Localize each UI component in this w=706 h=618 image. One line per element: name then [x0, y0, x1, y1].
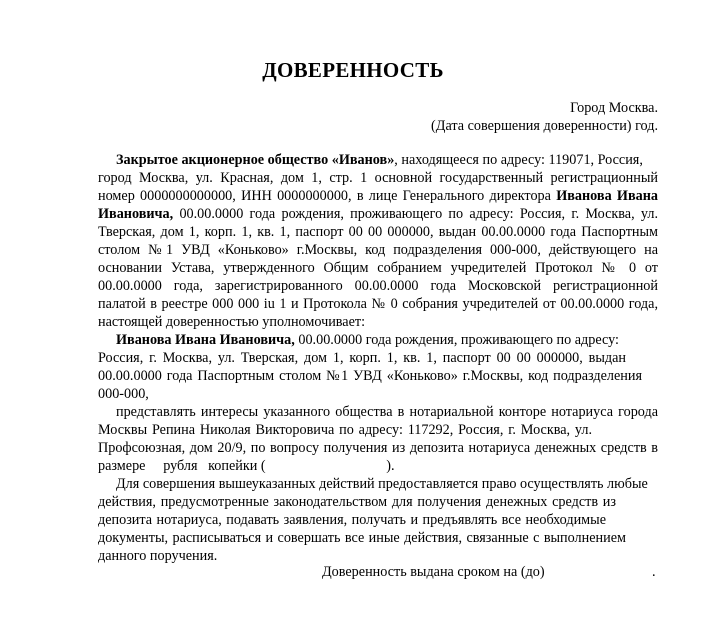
- p3-line-2: Москвы Репина Николая Викторовича по адресу: 117292, Россия, г. Москва, ул.: [98, 422, 592, 438]
- p4-line-4: документы, расписываться и совершать все иные действия, связанные с выполнением: [98, 530, 626, 546]
- p4-line-2: действия, предусмотренные законодательством для получения денежных средств из: [98, 494, 616, 510]
- attorney-name: Иванова Ивана Ивановича,: [116, 332, 295, 348]
- p2-line-3: 00.00.0000 года Паспортным столом №1 УВД «Коньково» г.Москвы, код подразделения: [98, 368, 642, 384]
- document-title: ДОВЕРЕННОСТЬ: [262, 58, 444, 82]
- p1-line-9: палатой в реестре 000 000 iu 1 и Протокола № 0 собрания учредителей от 00.00.0000 года,: [98, 296, 658, 312]
- p2-line-1: Иванова Ивана Ивановича, 00.00.0000 года рождения, проживающего по адресу:: [116, 332, 619, 348]
- p2-line-4: 000-000,: [98, 386, 149, 402]
- director-patronymic: Ивановича,: [98, 206, 174, 222]
- p1-line-5: Тверская, дом 1, корп. 1, кв. 1, паспорт 00 00 000000, выдан 00.00.0000 года Паспортным: [98, 224, 658, 240]
- p1-line-7: основании Устава, утвержденного Общим собранием учредителей Протокол № 0 от: [98, 260, 658, 276]
- p1-line-3: номер 0000000000000, ИНН 0000000000, в лице Генерального директора Иванова Ивана: [98, 188, 658, 204]
- p2-line-2: Россия, г. Москва, ул. Тверская, дом 1, корп. 1, кв. 1, паспорт 00 00 000000, выдан: [98, 350, 626, 366]
- p1-line-2: город Москва, ул. Красная, дом 1, стр. 1 основной государственный регистрационный: [98, 170, 658, 186]
- company-name: Закрытое акционерное общество «Иванов»: [116, 152, 395, 168]
- date-line: (Дата совершения доверенности) год.: [431, 118, 658, 134]
- p3-line-1: представлять интересы указанного общества в нотариальной конторе нотариуса города: [116, 404, 658, 420]
- p1-line-4: Ивановича, 00.00.0000 года рождения, проживающего по адресу: Россия, г. Москва, ул.: [98, 206, 658, 222]
- p4-line-3: депозита нотариуса, подавать заявления, получать и предъявлять все необходимые: [98, 512, 606, 528]
- p1-line-8: 00.00.0000 года, зарегистрированного 00.00.0000 года Московской регистрационной: [98, 278, 658, 294]
- p4-line-1: Для совершения вышеуказанных действий предоставляется право осуществлять любые: [116, 476, 648, 492]
- p3-line-3: Профсоюзная, дом 20/9, по вопросу получения из депозита нотариуса денежных средств в: [98, 440, 658, 456]
- validity-line: Доверенность выдана сроком на (до): [322, 564, 545, 580]
- p3-line-4: размере рубля копейки ( ).: [98, 458, 395, 474]
- p1-line-10: настоящей доверенностью уполномочивает:: [98, 314, 366, 330]
- validity-end-dot: .: [652, 564, 656, 580]
- city-line: Город Москва.: [570, 100, 658, 116]
- p1-line-1: Закрытое акционерное общество «Иванов», находящееся по адресу: 119071, Россия,: [116, 152, 643, 168]
- p4-line-5: данного поручения.: [98, 548, 218, 564]
- director-name-part: Иванова Ивана: [556, 188, 658, 204]
- p1-line-6: столом №1 УВД «Коньково» г.Москвы, код подразделения 000-000, действующего на: [98, 242, 658, 258]
